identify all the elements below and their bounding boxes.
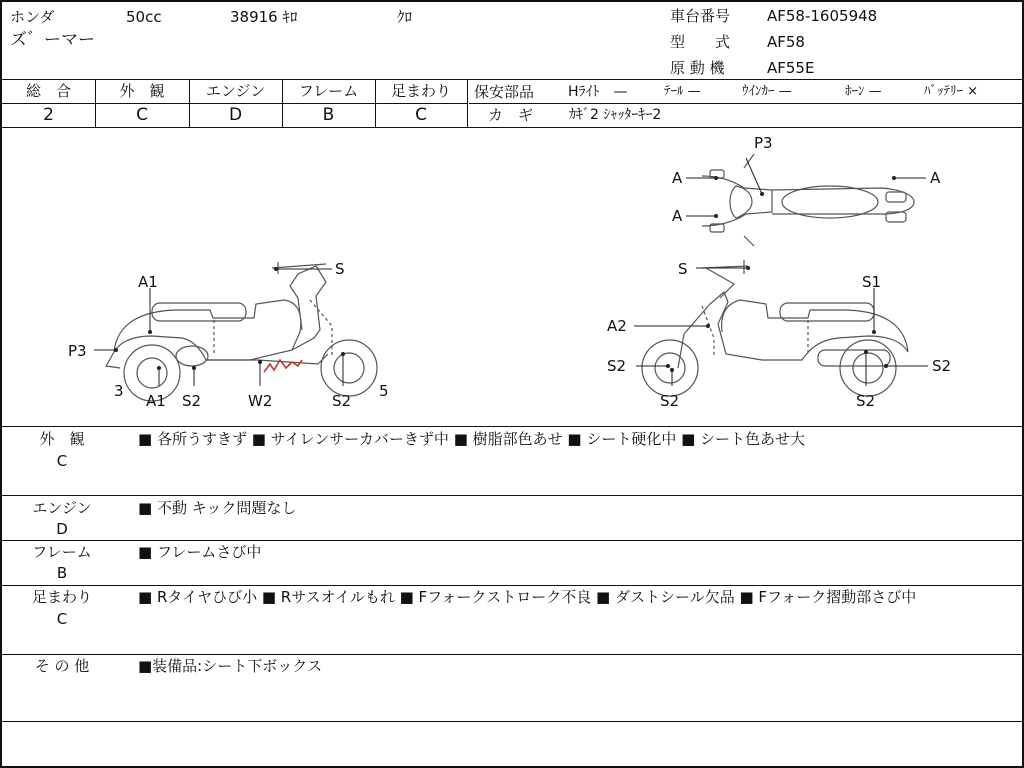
safety-winker: ｳｲﾝｶｰ — xyxy=(742,84,792,99)
label-num3: 3 xyxy=(114,382,124,400)
label-p3-left: P3 xyxy=(68,342,87,360)
frame-no: AF58-1605948 xyxy=(767,7,878,25)
label-s2-left-rear: S2 xyxy=(332,392,352,410)
model-name: ズ゛ーマー xyxy=(10,30,95,50)
grade-label-frame: フレーム xyxy=(298,82,359,100)
frame-no-label: 車台番号 xyxy=(670,7,731,25)
label-w2: W2 xyxy=(248,392,273,410)
label-s2-right-4: S2 xyxy=(932,357,952,375)
section-suspension-grade: C xyxy=(56,610,68,628)
section-suspension-text: ■ Rタイヤひび小 ■ Rサスオイルもれ ■ Fフォークストローク不良 ■ ダストシール欠品 ■ Fフォーク摺動部さび中 xyxy=(138,588,917,606)
safety-title: 保安部品 xyxy=(474,83,535,101)
section-other-text: ■装備品:シート下ボックス xyxy=(138,657,323,675)
section-exterior-label: 外 観 xyxy=(39,430,85,448)
grade-value-suspension: C xyxy=(415,105,427,125)
grade-value-total: 2 xyxy=(43,105,54,125)
grade-value-exterior: C xyxy=(136,105,148,125)
engine-label: 原 動 機 xyxy=(670,59,725,77)
section-exterior-grade: C xyxy=(56,452,68,470)
section-engine-grade: D xyxy=(56,520,68,538)
displacement: 50cc xyxy=(126,8,162,26)
damage-diagram xyxy=(2,128,1022,428)
section-suspension-label: 足まわり xyxy=(31,588,92,606)
section-exterior-text: ■ 各所うすきず ■ サイレンサーカバーきず中 ■ 樹脂部色あせ ■ シート硬化中 ■ シート色あせ大 xyxy=(138,430,806,448)
safety-horn: ﾎｰﾝ — xyxy=(845,84,882,99)
section-frame-label: フレーム xyxy=(32,543,92,561)
engine-value: AF55E xyxy=(767,59,815,77)
section-other-label: そ の 他 xyxy=(34,657,90,675)
grade-label-engine: エンジン xyxy=(205,82,266,100)
label-num5: 5 xyxy=(379,382,389,400)
label-a1-top: A1 xyxy=(138,273,158,291)
label-s-right: S xyxy=(678,260,688,278)
grade-label-total: 総 合 xyxy=(25,82,71,100)
maker: ホンダ xyxy=(10,8,55,26)
label-s2-right-2: S2 xyxy=(660,392,680,410)
key-value: ｶｷﾞ2 ｼｬｯﾀｰｷｰ2 xyxy=(569,107,662,123)
label-s2-right-1: S2 xyxy=(607,357,627,375)
section-frame-text: ■ フレームさび中 xyxy=(138,543,262,561)
mileage: 38916 ｷﾛ xyxy=(230,8,298,26)
grade-label-suspension: 足まわり xyxy=(390,82,451,100)
color: ｸﾛ xyxy=(397,8,413,26)
key-label: カ ギ xyxy=(488,106,534,124)
safety-tail: ﾃｰﾙ — xyxy=(664,84,701,99)
label-s1: S1 xyxy=(862,273,882,291)
label-p3-top: P3 xyxy=(754,134,773,152)
type-value: AF58 xyxy=(767,33,805,51)
label-s-left: S xyxy=(335,260,345,278)
label-a2: A2 xyxy=(607,317,627,335)
label-a-left-bottom: A xyxy=(672,207,683,225)
label-a-left-top: A xyxy=(672,169,683,187)
grade-label-exterior: 外 観 xyxy=(119,82,165,100)
section-engine-label: エンジン xyxy=(32,499,92,517)
grade-value-frame: B xyxy=(322,105,335,125)
label-a-right: A xyxy=(930,169,941,187)
label-s2-right-3: S2 xyxy=(856,392,876,410)
grade-value-engine: D xyxy=(228,105,243,125)
section-frame-grade: B xyxy=(56,564,68,582)
label-a1-bottom: A1 xyxy=(146,392,166,410)
safety-headlight: Hﾗｲﾄ — xyxy=(568,84,628,100)
scooter-top-view xyxy=(702,154,914,246)
section-engine-text: ■ 不動 キック問題なし xyxy=(138,499,297,517)
safety-battery: ﾊﾞｯﾃﾘｰ × xyxy=(924,84,979,99)
label-s2-left: S2 xyxy=(182,392,202,410)
type-label: 型 式 xyxy=(670,33,731,51)
